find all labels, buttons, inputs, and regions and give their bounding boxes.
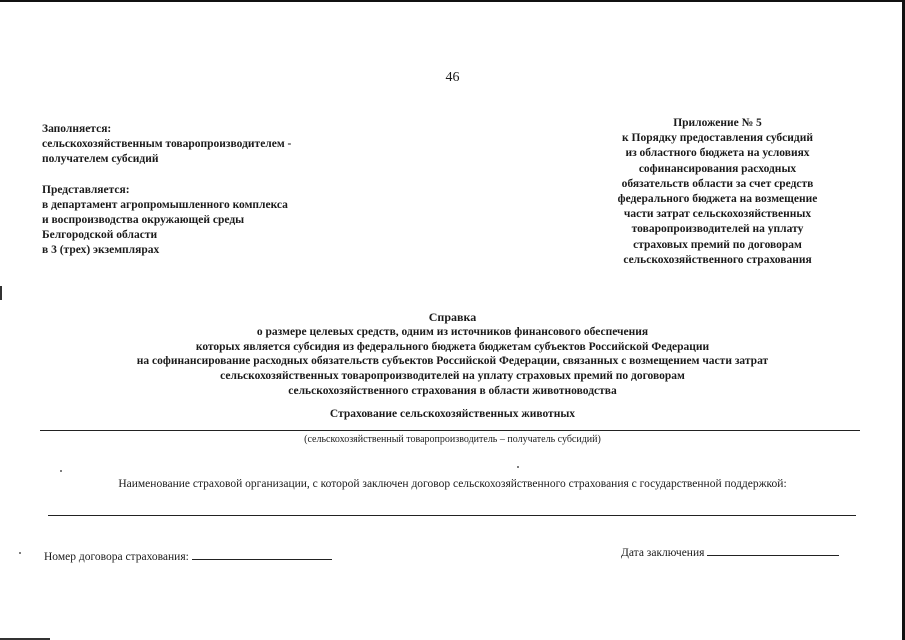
contract-number-label: Номер договора страхования: bbox=[44, 551, 189, 563]
appendix-line: части затрат сельскохозяйственных bbox=[623, 208, 812, 221]
certificate-line: сельскохозяйственных товаропроизводителей на уплату страховых премий по договорам bbox=[220, 370, 685, 383]
appendix-line: товаропроизводителей на уплату bbox=[631, 223, 804, 236]
filled-by-line: сельскохозяйственным товаропроизводителем - bbox=[42, 138, 292, 150]
appendix-line: федерального бюджета на возмещение bbox=[617, 193, 818, 206]
submitted-line: Белгородской области bbox=[42, 229, 158, 241]
appendix-line: к Порядку предоставления субсидий bbox=[622, 132, 813, 145]
insurer-label: Наименование страховой организации, с которой заключен договор сельскохозяйственного страхования с государственной поддержкой: bbox=[118, 478, 787, 490]
certificate-line: на софинансирование расходных обязательств субъектов Российской Федерации, связанных с возмещением части затрат bbox=[136, 355, 769, 368]
appendix-line: страховых премий по договорам bbox=[633, 238, 802, 251]
appendix-line: обязательств области за счет средств bbox=[621, 177, 814, 190]
certificate-line: сельскохозяйственного страхования в области животноводства bbox=[288, 384, 617, 397]
certificate-line: о размере целевых средств, одним из источников финансового обеспечения bbox=[256, 325, 649, 338]
filled-by-heading: Заполняется: bbox=[42, 123, 112, 135]
appendix-line: софинансирования расходных bbox=[638, 162, 797, 175]
appendix-header bbox=[585, 116, 850, 268]
submitted-line: в департамент агропромышленного комплекса bbox=[42, 199, 288, 211]
document-title: Справка bbox=[428, 310, 477, 324]
contract-date-blank[interactable] bbox=[707, 545, 839, 556]
certificate-line: которых является субсидия из федерального бюджета бюджетам субъектов Российской Федерации bbox=[195, 340, 710, 353]
certificate-heading bbox=[40, 310, 865, 399]
contract-number-field bbox=[44, 549, 332, 563]
contract-date-field bbox=[621, 545, 839, 559]
filled-by-line: получателем субсидий bbox=[42, 153, 159, 165]
contract-number-blank[interactable] bbox=[192, 549, 332, 560]
recipient-caption: (сельскохозяйственный товаропроизводитель – получатель субсидий) bbox=[304, 434, 601, 445]
appendix-line: сельскохозяйственного страхования bbox=[623, 253, 812, 266]
submission-info bbox=[42, 122, 291, 258]
page-edge-mark-left bbox=[0, 286, 2, 300]
scan-speck bbox=[60, 470, 62, 472]
page-number: 46 bbox=[445, 70, 460, 85]
insurer-fill-line[interactable] bbox=[48, 515, 856, 516]
submitted-line: в 3 (трех) экземплярах bbox=[42, 244, 160, 256]
submitted-heading: Представляется: bbox=[42, 184, 130, 196]
recipient-fill-line[interactable] bbox=[40, 430, 860, 431]
appendix-line: из областного бюджета на условиях bbox=[625, 147, 810, 160]
scan-speck bbox=[517, 466, 519, 468]
insurance-type: Страхование сельскохозяйственных животных bbox=[329, 408, 576, 420]
submitted-line: и воспроизводства окружающей среды bbox=[42, 214, 245, 226]
scan-speck bbox=[19, 552, 21, 554]
appendix-title: Приложение № 5 bbox=[673, 117, 762, 129]
contract-date-label: Дата заключения bbox=[621, 547, 705, 559]
page-edge-top bbox=[0, 0, 905, 2]
